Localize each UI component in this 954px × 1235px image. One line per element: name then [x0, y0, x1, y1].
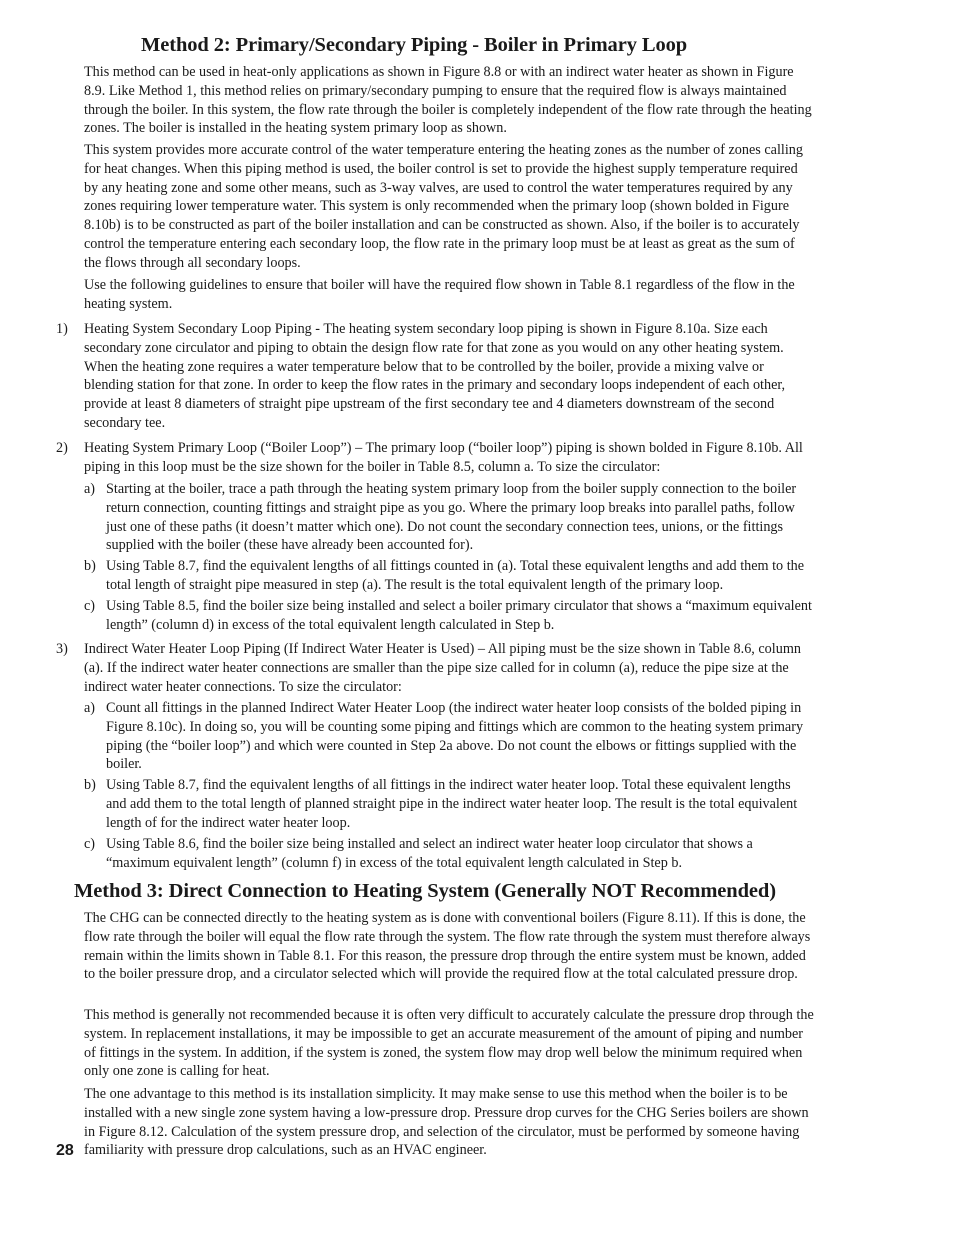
list-item-text: Heating System Secondary Loop Piping - The heating system secondary loop piping is shown in Figure 8.10a. Size each secondary zone circulator and piping to obtain the design flow rate for that zone as you would on any other heating system. When the heating zone requires a water temperature below that to be controlled by the boiler, provide a mixing valve or blending station for that zone. In order to keep the flow rates in the primary and secondary loops independent of each other, provide at least 8 diameters of straight pipe upstream of the first secondary tee and 4 diameters downstream of the second secondary tee.	[84, 321, 786, 431]
method2-paragraph-1: This method can be used in heat-only applications as shown in Figure 8.8 or with an indirect water heater as shown in Figure 8.9. Like Method 1, this method relies on primary/secondary pumping to ensure that the required flow is always maintained through the boiler. In this system, the flow rate through the boiler is completely independent of the flow rate through the heating zones. The boiler is installed in the heating system primary loop as shown.	[84, 64, 812, 137]
sub-item-letter: b)	[84, 777, 96, 793]
sub-item-letter: a)	[84, 481, 96, 497]
sub-item-text: Count all fittings in the planned Indirect Water Heater Loop (the indirect water heater loop consists of the bolded piping in Figure 8.10c). In doing so, you will be counting some piping and fittings which are common to the heating system primary piping (the “boiler loop”) and which were counted in Step 2a above. Do not count the elbows or fittings supplied with the boiler.	[106, 700, 804, 773]
sub-item-text: Using Table 8.5, find the boiler size being installed and select a boiler primary circulator that shows a “maximum equivalent length” (column d) in excess of the total equivalent length calculated in Step b.	[106, 598, 812, 633]
method2-paragraph-2: This system provides more accurate control of the water temperature entering the heating zones as the number of zones calling for heat changes. When this piping method is used, the boiler control is set to provide the highest supply temperature required by any heating zone and some other means, such as 3-way valves, are used to control the water temperatures required by any zones requiring lower temperature water. This system is only recommended when the primary loop (shown bolded in Figure 8.10b) is to be constructed as part of the boiler installation and can be constructed as shown. Also, if the boiler is to accurately control the temperature entering each secondary loop, the flow rate in the primary loop must be at least as great as the sum of the flows through all secondary loops.	[84, 142, 803, 271]
list-item-number: 3)	[56, 641, 68, 657]
sub-item-text: Using Table 8.7, find the equivalent lengths of all fittings counted in (a). Total these equivalent lengths and add them to the total length of straight pipe measured in step (a). The result is the total equivalent length of the primary loop.	[106, 558, 805, 593]
method3-paragraph-1: The CHG can be connected directly to the heating system as is done with conventional boilers (Figure 8.11). If this is done, the flow rate through the boiler will equal the flow rate through the system. The flow rate through the system must therefore always remain within the limits shown in Table 8.1. For this reason, the pressure drop through the entire system must be known, added to the boiler pressure drop, and a circulator selected which will provide the required flow at the total calculated pressure drop.	[84, 910, 811, 983]
sub-item-letter: b)	[84, 558, 96, 574]
sub-item-text: Starting at the boiler, trace a path through the heating system primary loop from the boiler supply connection to the boiler return connection, counting fittings and straight pipe as you go. Where the primary loop breaks into parallel paths, follow just one of these paths (it doesn’t matter which one). Do not count the secondary connection tees, unions, or the fittings supplied with the boiler (these have already been accounted for).	[106, 481, 797, 554]
sub-item-text: Using Table 8.7, find the equivalent lengths of all fittings in the indirect water heater loop. Total these equivalent lengths and add them to the total length of planned straight pipe in the indirect water heater loop. The result is the total equivalent length of for the indirect water heater loop.	[106, 777, 798, 831]
list-item-text: Indirect Water Heater Loop Piping (If Indirect Water Heater is Used) – All piping must be the size shown in Table 8.6, column (a). If the indirect water heater connections are smaller than the pipe size called for in column (a), reduce the pipe size at the indirect water heater connections. To size the circulator:	[84, 641, 801, 695]
list-item-number: 2)	[56, 440, 68, 456]
method3-paragraph-3: The one advantage to this method is its installation simplicity. It may make sense to use this method when the boiler is to be installed with a new single zone system having a low-pressure drop. Pressure drop curves for the CHG Series boilers are shown in Figure 8.12. Calculation of the system pressure drop, and selection of the circulator, must be performed by someone having familiarity with pressure drop calculations, such as an HVAC engineer.	[84, 1086, 809, 1159]
sub-item-text: Using Table 8.6, find the boiler size being installed and select an indirect water heater loop circulator that shows a “maximum equivalent length” (column f) in excess of the total equivalent length calculated in Step b.	[106, 836, 753, 871]
sub-item-letter: c)	[84, 598, 96, 614]
sub-item-letter: a)	[84, 700, 96, 716]
method3-paragraph-2: This method is generally not recommended because it is often very difficult to accurately calculate the pressure drop through the system. In replacement installations, it may be impossible to get an accurate measurement of the amount of piping and number of fittings in the system. In addition, if the system is zoned, the system flow may drop well below the minimum required when only one zone is calling for heat.	[84, 1007, 814, 1080]
list-item-text: Heating System Primary Loop (“Boiler Loop”) – The primary loop (“boiler loop”) piping is shown bolded in Figure 8.10b. All piping in this loop must be the size shown for the boiler in Table 8.5, column a. To size the circulator:	[84, 440, 803, 475]
sub-item-letter: c)	[84, 836, 96, 852]
method2-heading: Method 2: Primary/Secondary Piping - Boiler in Primary Loop	[141, 34, 688, 56]
page-number: 28	[56, 1142, 74, 1159]
method2-paragraph-3: Use the following guidelines to ensure that boiler will have the required flow shown in Table 8.1 regardless of the flow in the heating system.	[84, 277, 795, 312]
method3-heading: Method 3: Direct Connection to Heating System (Generally NOT Recommended)	[74, 880, 776, 902]
list-item-number: 1)	[56, 321, 68, 337]
